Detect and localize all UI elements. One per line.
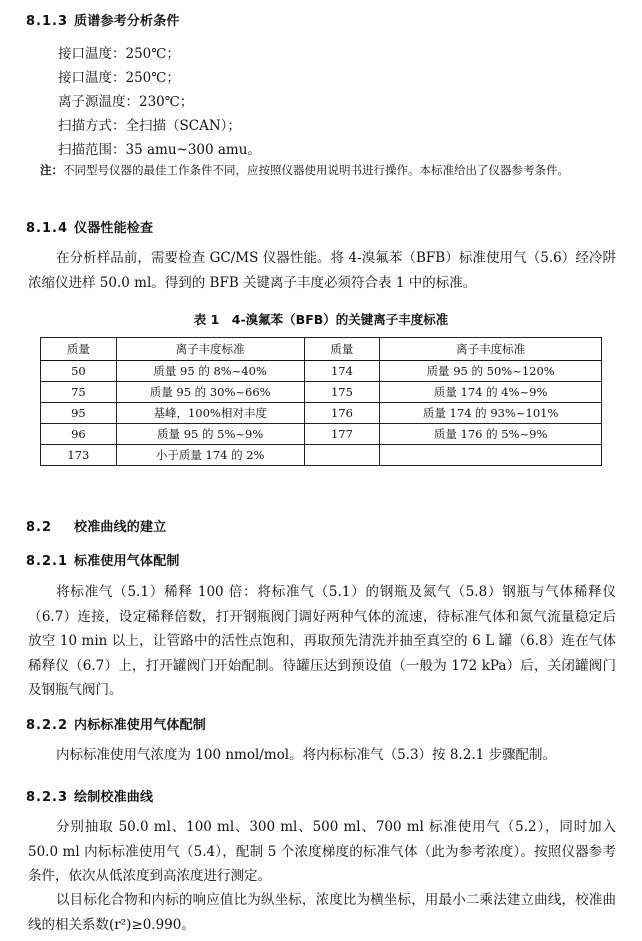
section-title: 质谱参考分析条件 <box>74 14 180 29</box>
condition-line: 扫描范围：35 amu~300 amu。 <box>58 142 261 158</box>
table-cell: 质量 174 的 93%~101% <box>380 403 602 424</box>
table-cell: 质量 95 的 50%~120% <box>380 361 602 382</box>
table-cell: 177 <box>304 424 380 445</box>
condition-line: 接口温度：250℃； <box>58 46 180 62</box>
paragraph: 将标准气（5.1）稀释 100 倍：将标准气（5.1）的钢瓶及氮气（5.8）钢瓶与气体稀释仪（6.7）连接，设定稀释倍数，打开钢瓶阀门调好两种气体的流速，待标准气体和氮气流量稳定后放空 10 min 以上，让管路中的活性点饱和，再取预先清洗并抽至真空的 6 L 罐（6.8）连在气体稀释仪（6.7）上，打开罐阀门开始配制。待罐压达到预设值（一般为 172 kPa）后，关闭罐阀门及钢瓶气阀门。 <box>28 584 616 698</box>
table-row <box>41 403 602 424</box>
paragraph: 在分析样品前，需要检查 GC/MS 仪器性能。将 4-溴氟苯（BFB）标准使用气（5.6）经冷阱浓缩仪进样 50.0 ml。得到的 BFB 关键离子丰度必须符合表 1 中的标准。 <box>28 250 616 291</box>
note-label: 注： <box>40 163 63 177</box>
table-cell: 50 <box>41 361 117 382</box>
section-title: 绘制校准曲线 <box>74 790 154 805</box>
section-title: 校准曲线的建立 <box>74 520 167 535</box>
table-cell: 175 <box>304 382 380 403</box>
section-number: 8.2.3 <box>26 790 69 805</box>
table-cell: 质量 174 的 4%~9% <box>380 382 602 403</box>
paragraph: 以目标化合物和内标的响应值比为纵坐标，浓度比为横坐标，用最小二乘法建立曲线，校准曲线的相关系数(r²)≥0.990。 <box>28 892 616 933</box>
section-number: 8.1.3 <box>26 14 69 29</box>
column-header: 质量 <box>304 338 380 361</box>
table-header-row <box>41 338 602 361</box>
section-number: 8.2.2 <box>26 718 69 733</box>
column-header: 质量 <box>41 338 117 361</box>
section-heading-8-2-1 <box>26 550 180 569</box>
section-title: 仪器性能检查 <box>74 221 154 236</box>
section-number: 8.2.1 <box>26 554 69 569</box>
table-cell: 174 <box>304 361 380 382</box>
section-heading-8-2 <box>26 516 166 535</box>
section-number: 8.1.4 <box>26 221 69 236</box>
section-number: 8.2 <box>26 520 53 535</box>
table-cell: 176 <box>304 403 380 424</box>
column-header: 离子丰度标准 <box>380 338 602 361</box>
table-row <box>41 445 602 466</box>
table-cell <box>380 445 602 466</box>
table-row <box>41 382 602 403</box>
condition-line: 离子源温度：230℃； <box>58 94 194 110</box>
section-title: 内标标准使用气体配制 <box>74 718 207 733</box>
section-title: 标准使用气体配制 <box>74 554 180 569</box>
table-cell: 质量 176 的 5%~9% <box>380 424 602 445</box>
note <box>40 160 616 180</box>
paragraph: 分别抽取 50.0 ml、100 ml、300 ml、500 ml、700 ml 标准使用气（5.2），同时加入 50.0 ml 内标标准使用气（5.4），配制 5 个浓度梯度的标准气体（此为参考浓度）。按照仪器参考条件，依次从低浓度到高浓度进行测定。 <box>28 819 616 884</box>
table-cell: 质量 95 的 30%~66% <box>116 382 304 403</box>
section-heading-8-1-3 <box>26 10 180 29</box>
table-row <box>41 424 602 445</box>
table-cell: 小于质量 174 的 2% <box>116 445 304 466</box>
condition-line: 扫描方式：全扫描（SCAN）； <box>58 118 241 134</box>
table-cell: 质量 95 的 8%~40% <box>116 361 304 382</box>
table-cell: 质量 95 的 5%~9% <box>116 424 304 445</box>
table-cell: 95 <box>41 403 117 424</box>
section-heading-8-2-3 <box>26 786 153 805</box>
table-cell: 75 <box>41 382 117 403</box>
table-caption: 表 1 4-溴氟苯（BFB）的关键离子丰度标准 <box>193 312 449 327</box>
section-heading-8-2-2 <box>26 714 206 733</box>
table-cell: 96 <box>41 424 117 445</box>
table-row <box>41 361 602 382</box>
paragraph: 内标标准使用气浓度为 100 nmol/mol。将内标标准气（5.3）按 8.2.1 步骤配制。 <box>56 747 556 763</box>
section-heading-8-1-4 <box>26 217 153 236</box>
ion-abundance-table <box>40 337 602 466</box>
column-header: 离子丰度标准 <box>116 338 304 361</box>
table-cell: 173 <box>41 445 117 466</box>
condition-line: 接口温度：250℃； <box>58 70 180 86</box>
table-cell: 基峰，100%相对丰度 <box>116 403 304 424</box>
table-cell <box>304 445 380 466</box>
note-text: 不同型号仪器的最佳工作条件不同，应按照仪器使用说明书进行操作。本标准给出了仪器参考条件。 <box>63 163 569 177</box>
